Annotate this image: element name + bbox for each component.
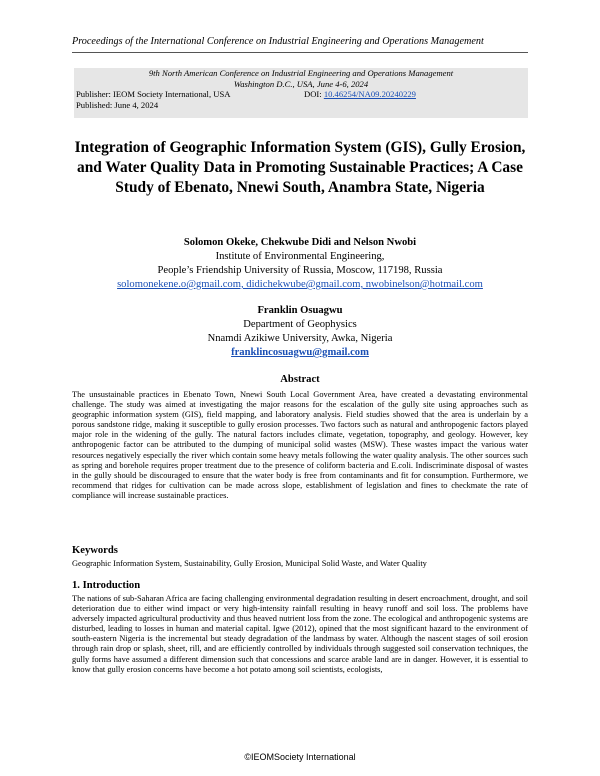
- author-names: Franklin Osuagwu: [257, 305, 343, 316]
- doi-label: DOI:: [304, 89, 324, 99]
- conference-info-box: [74, 68, 528, 118]
- author-email[interactable]: franklincosuagwu@gmail.com: [231, 347, 369, 358]
- author-university: Nnamdi Azikiwe University, Awka, Nigeria: [207, 333, 393, 344]
- keywords-heading: Keywords: [72, 545, 118, 556]
- author-department: Department of Geophysics: [243, 319, 357, 330]
- author-block-2: [72, 304, 528, 360]
- keywords-text: Geographic Information System, Sustainability, Gully Erosion, Municipal Solid Waste, and Water Quality: [72, 559, 427, 568]
- author-names: Solomon Okeke, Chekwube Didi and Nelson Nwobi: [183, 237, 417, 248]
- author-emails[interactable]: solomonekene.o@gmail.com, didichekwube@gmail.com, nwobinelson@hotmail.com: [117, 279, 483, 290]
- introduction-heading: 1. Introduction: [72, 580, 141, 591]
- abstract-text: The unsustainable practices in Ebenato Town, Nnewi South Local Government Area, have created a devastating environmental challenge. The study was aimed at investigating the major reasons for the escalation of the gully site using approaches such as geographic information system (GIS), field mapping, and laboratory analysis. Field studies showed that the area is underlain by a porous sandstone ridge, making it susceptible to gully erosion processes. Two factors such as natural and anthropogenic factors played major role in the widening of the gully. The natural factors includes climate, vegetation, topography, and geology. However, key anthropogenic factor can be attributed to the dumping of municipal solid wastes (MSW). These wastes impact the various water resources negatively especially the river which contain some heavy metals following the water quality analysis. The other sources such as spring and borehole requires proper treatment due to the presence of coliform bacteria and E.coli. Indiscriminate disposal of wastes in the gully should be discouraged to ensure that the water body is free from contaminants and fit for consumption. Furthermore, we recommend that ridges for cultivation can be made across slope, establishment of legislation and fines to checkmate the rate of compliance will increase sustainable practices.: [72, 390, 528, 500]
- published-date: Published: June 4, 2024: [76, 99, 159, 110]
- author-block-1: [72, 236, 528, 292]
- paper-title: Integration of Geographic Information System (GIS), Gully Erosion, and Water Quality Data in Promoting Sustainable Practices; A Case Study of Ebenato, Nnewi South, Anambra State, Nigeria: [74, 139, 526, 196]
- author-institute: Institute of Environmental Engineering,: [215, 251, 385, 262]
- conference-location: Washington D.C., USA, June 4-6, 2024: [233, 78, 369, 89]
- page-footer: ©IEOMSociety International: [244, 752, 356, 762]
- doi-field: [304, 89, 416, 100]
- author-university: People’s Friendship University of Russia, Moscow, 117198, Russia: [157, 265, 443, 276]
- introduction-text: The nations of sub-Saharan Africa are facing challenging environmental degradation resulting in desert encroachment, drought, and soil deterioration due to either wind impact or very high-intensity rainfall resulting in heavy runoff and soil loss. The problems have adversely impacted agricultural productivity and thus heaved nutrient loss from the zone. The ecological and anthropogenic systems are disturbed, leading to losses in human and material capital. Igwe (2012), opined that the most significant hazard to the environment of south-eastern Nigeria is the incremental but steady degradation of the landmass by water. Although the nascent stages of soil erosion through rain drop or splash, sheet, rill, and are efficiently controlled by individuals through suggested soil conservation techniques, the gully forms have assumed a different dimension such that concessions and scarce arable land are in danger. However, it is essential to know that gully erosion concerns have become a hot potato among soil scientists, ecologists,: [72, 594, 528, 674]
- doi-link[interactable]: 10.46254/NA09.20240229: [323, 89, 416, 99]
- publisher: Publisher: IEOM Society International, USA: [76, 89, 231, 99]
- publisher-row: [74, 89, 528, 100]
- abstract-heading: Abstract: [280, 374, 320, 385]
- conference-name: 9th North American Conference on Industrial Engineering and Operations Management: [148, 68, 454, 78]
- header-divider: [72, 52, 528, 53]
- running-header: Proceedings of the International Conference on Industrial Engineering and Operations Management: [72, 36, 484, 47]
